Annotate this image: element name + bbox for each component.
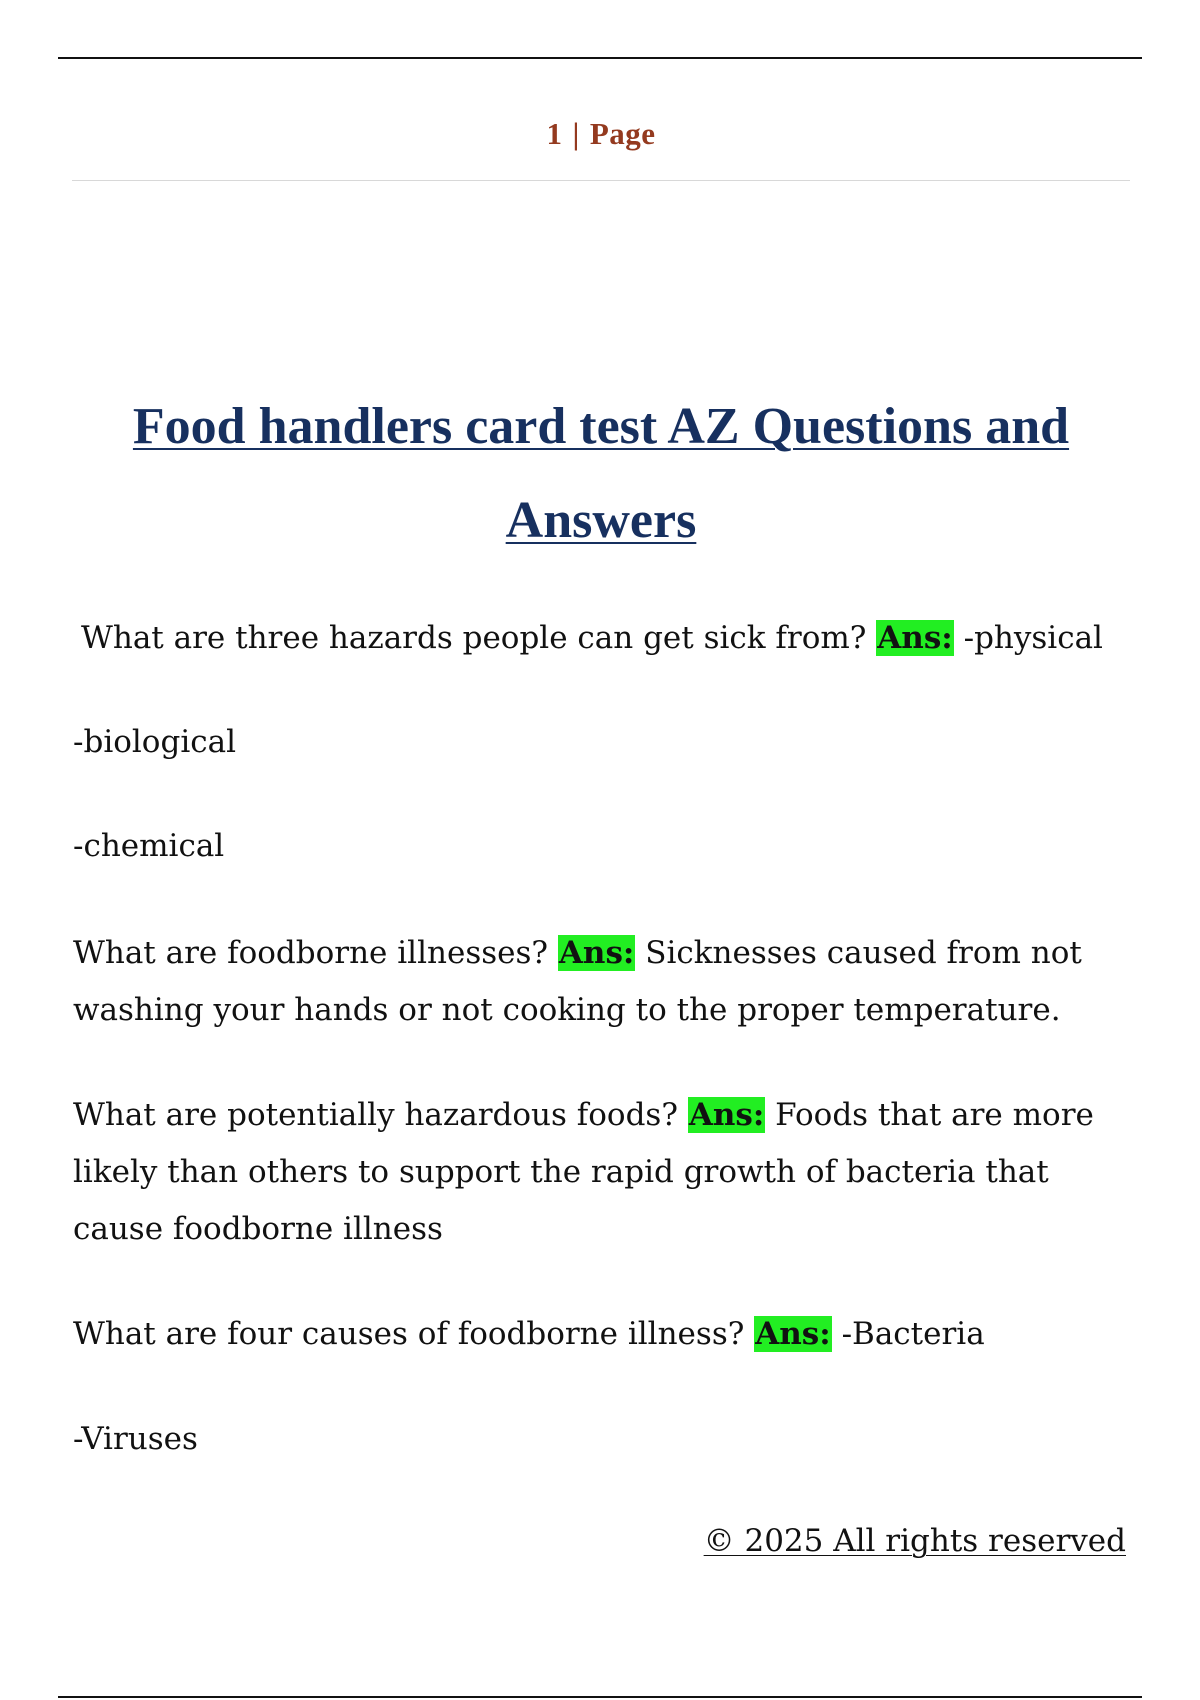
header-divider	[72, 180, 1130, 181]
answer-label: Ans:	[558, 935, 635, 971]
page-header	[72, 116, 1130, 152]
question-text: What are potentially hazardous foods?	[73, 1097, 678, 1133]
qa-item-4	[73, 1306, 1133, 1363]
copyright-notice: © 2025 All rights reserved	[703, 1523, 1126, 1559]
answer-text: Sicknesses caused from not washing your hands or not cooking to the proper temperature.	[73, 935, 1082, 1028]
answer-text: Foods that are more likely than others to support the rapid growth of bacteria that cause foodborne illness	[73, 1097, 1094, 1247]
answer-continuation	[73, 818, 1133, 875]
answer-label: Ans:	[877, 620, 953, 656]
top-border-line	[58, 57, 1142, 59]
page-label: Page	[589, 116, 656, 151]
answer-text: -Viruses	[73, 1421, 198, 1457]
qa-item-1	[81, 610, 1141, 667]
answer-label: Ans:	[755, 1316, 831, 1352]
answer-text: -biological	[73, 724, 236, 760]
qa-item-3	[73, 1087, 1133, 1258]
answer-continuation	[73, 714, 1133, 771]
question-text: What are four causes of foodborne illness?	[73, 1316, 745, 1352]
answer-continuation	[73, 1411, 1133, 1468]
question-text: What are foodborne illnesses?	[73, 935, 549, 971]
qa-item-2	[73, 925, 1133, 1039]
answer-text: -Bacteria	[841, 1316, 985, 1352]
document-title: Food handlers card test AZ Questions and Answers	[132, 398, 1070, 549]
answer-text: -physical	[963, 620, 1103, 656]
page-number: 1	[546, 116, 563, 151]
question-text: What are three hazards people can get sick from?	[81, 620, 867, 656]
bottom-border-line	[58, 1696, 1142, 1698]
answer-label: Ans:	[688, 1097, 765, 1133]
page-separator: |	[572, 116, 580, 151]
answer-text: -chemical	[73, 828, 225, 864]
